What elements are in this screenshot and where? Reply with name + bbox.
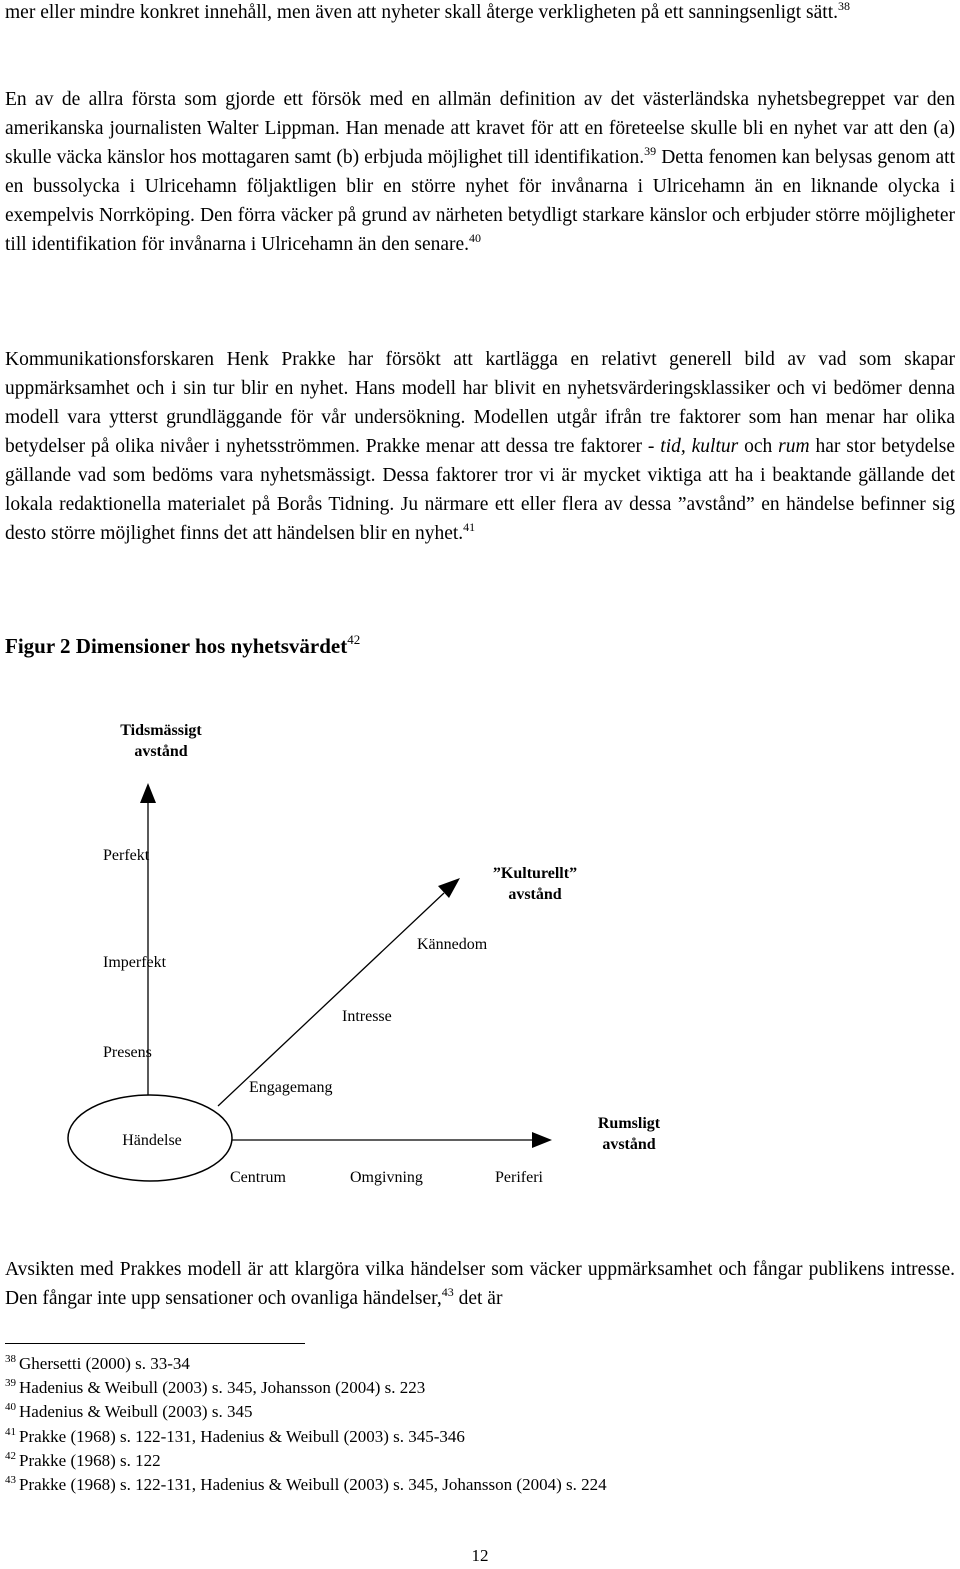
page-number: 12 [471,1546,489,1565]
label-periferi: Periferi [495,1169,543,1186]
footnote-number: 38 [5,1353,16,1365]
label-kannedom: Kännedom [417,936,488,953]
footnote-40 [5,1400,945,1424]
footnote-ref-41: 41 [463,520,476,534]
footnotes [5,1352,945,1497]
paragraph-3-italic-rum: rum [778,436,810,457]
footnote-text: Prakke (1968) s. 122-131, Hadenius & Weibull (2003) s. 345, Johansson (2004) s. 224 [19,1475,607,1495]
paragraph-3-italic-tid-kultur: tid, kultur [660,436,739,457]
paragraph-3 [5,345,955,548]
paragraph-2 [5,85,955,259]
time-axis-arrowhead [140,783,156,803]
culture-axis-label-line2: avstånd [508,886,562,903]
footnote-text: Hadenius & Weibull (2003) s. 345, Johansson (2004) s. 223 [19,1378,426,1398]
label-perfekt: Perfekt [103,847,150,864]
space-axis-arrowhead [532,1132,552,1148]
footnote-number: 43 [5,1474,16,1487]
footnote-number: 40 [5,1401,16,1414]
figure-title-text: Figur 2 Dimensioner hos nyhetsvärdet [5,634,348,658]
paragraph-2-text-a: En av de allra första som gjorde ett försök med en allmän definition av det västerländska nyhetsbegreppet var den amerikanska journalisten Walter Lippman. Han menade att kravet för att en företeelse skulle bli en nyhet var att den (a) skulle väcka känslor hos mottagaren samt (b) erbjuda möjlighet till identifikation. [5,89,955,168]
paragraph-4 [5,1255,955,1313]
label-imperfekt: Imperfekt [103,954,167,971]
label-centrum: Centrum [230,1169,286,1186]
footnote-number: 42 [5,1449,16,1462]
footnote-39 [5,1376,945,1400]
footnote-43 [5,1473,945,1497]
footnote-ref-38: 38 [838,0,850,13]
footnote-text: Prakke (1968) s. 122-131, Hadenius & Weibull (2003) s. 345-346 [19,1426,465,1446]
paragraph-3-text-a: Kommunikationsforskaren Henk Prakke har försökt att kartlägga en relativt generell bild av vad som skapar uppmärksamhet och i sin tur blir en nyhet. Hans modell har blivit en nyhetsvärderingsklassiker och vi bedömer denna modell vara ytterst grundläggande för vår undersökning. Modellen utgår ifrån tre faktorer som han menar har olika betydelser på olika nivåer i nyhetsströmmen. Prakke menar att dessa tre faktorer - [5,349,955,457]
paragraph-4-tail: det är [453,1288,503,1309]
footnote-number: 41 [5,1425,16,1438]
label-presens: Presens [103,1044,152,1061]
footnote-number: 39 [5,1377,16,1390]
label-omgivning: Omgivning [350,1169,423,1186]
space-axis-label-line1: Rumsligt [597,1115,661,1132]
space-axis-label-line2: avstånd [602,1136,656,1153]
paragraph-3-text-b: har stor betydelse gällande vad som bedöms vara nyhetsmässigt. Dessa faktorer tror vi är mycket viktiga att ha i beaktande gällande det lokala redaktionella materialet på Borås Tidning. Ju närmare ett eller flera av dessa ”avstånd” en händelse befinner sig desto större möjlighet finns det att händelsen blir en nyhet. [5,436,956,544]
footnote-ref-43: 43 [441,1285,454,1299]
footnote-text: Ghersetti (2000) s. 33-34 [19,1354,190,1373]
footnote-42 [5,1449,945,1473]
label-intresse: Intresse [342,1008,392,1025]
footnote-ref-39: 39 [644,144,657,158]
footnote-41 [5,1425,945,1449]
figure-title [5,634,360,659]
paragraph-1-text: mer eller mindre konkret innehåll, men även att nyheter skall återge verkligheten på ett sanningsenligt sätt. [5,2,838,23]
footnote-text: Hadenius & Weibull (2003) s. 345 [19,1402,253,1422]
footnote-text: Prakke (1968) s. 122 [19,1450,161,1470]
time-axis-label-line2: avstånd [134,743,188,760]
time-axis-label-line1: Tidsmässigt [120,722,202,739]
paragraph-2-text-b: Detta fenomen kan belysas genom att en bussolycka i Ulricehamn följaktligen blir en större nyhet för invånarna i Ulricehamn än en liknande olycka i exempelvis Norrköping. Den förra väcker på grund av närheten betydligt starkare känslor och erbjuder större möjligheter till identifikation för invånarna i Ulricehamn än den senare. [5,147,956,255]
label-handelse: Händelse [122,1132,182,1149]
culture-axis-label-line1: ”Kulturellt” [492,865,578,882]
paragraph-4-text: Avsikten med Prakkes modell är att klargöra vilka händelser som väcker uppmärksamhet och fångar publikens intresse. Den fångar inte upp sensationer och ovanliga händelser, [5,1259,955,1309]
footnote-separator [5,1343,305,1344]
footnote-ref-42: 42 [347,632,361,647]
paragraph-1 [5,0,955,27]
label-engagemang: Engagemang [249,1079,333,1096]
news-value-diagram [0,690,960,1210]
culture-axis-line [218,893,444,1106]
paragraph-3-text-och: och [738,436,779,457]
footnote-38 [5,1352,945,1376]
footnote-ref-40: 40 [469,231,482,245]
